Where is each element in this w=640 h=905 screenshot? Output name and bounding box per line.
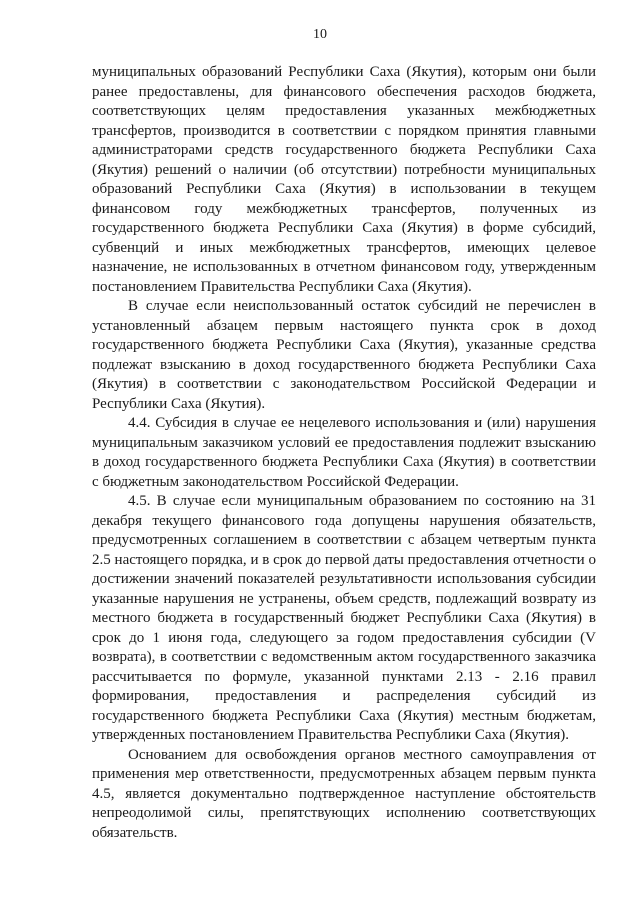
page-number: 10 bbox=[313, 27, 327, 42]
paragraph-unused-subsidy-balance: В случае если неиспользованный остаток субсидий не перечислен в установленный абзацем первым настоящего пункта срок в доход государственного бюджета Республики Саха (Якутия), указанные средства подлежат взысканию в доход государственного бюджета Республики Саха (Якутия) в соответствии с законодательством Российской Федерации и Республики Саха (Якутия). bbox=[92, 298, 596, 412]
paragraph-force-majeure: Основанием для освобождения органов местного самоуправления от применения мер ответственности, предусмотренных абзацем первым пункта 4.5, является документально подтвержденное наступление обстоятельств непреодолимой силы, препятствующих исполнению соответствующих обязательств. bbox=[92, 746, 596, 841]
document-body bbox=[92, 63, 596, 843]
paragraph-4-5: 4.5. В случае если муниципальным образованием по состоянию на 31 декабря текущего финансового года допущены нарушения обязательств, предусмотренных соглашением в соответствии с абзацем четвертым пункта 2.5 настоящего порядка, и в срок до первой даты предоставления отчетности о достижении значений показателей результативности использования субсидии указанные нарушения не устранены, объем средств, подлежащий возврату из местного бюджета в государственный бюджет Республики Саха (Якутия) в срок до 1 июня года, следующего за годом предоставления субсидии (V возврата), в соответствии с ведомственным актом государственного заказчика рассчитывается по формуле, указанной пунктами 2.13 - 2.16 правил формирования, предоставления и распределения субсидий из государственного бюджета Республики Саха (Якутия) местным бюджетам, утвержденных постановлением Правительства Республики Саха (Якутия). bbox=[92, 493, 596, 743]
paragraph-4-4: 4.4. Субсидия в случае ее нецелевого использования и (или) нарушения муниципальным заказчиком условий ее предоставления подлежит взысканию в доход государственного бюджета Республики Саха (Якутия) в соответствии с бюджетным законодательством Российской Федерации. bbox=[92, 415, 596, 490]
paragraph-continuation: муниципальных образований Республики Саха (Якутия), которым они были ранее предоставлены, для финансового обеспечения расходов бюджета, соответствующих целям предоставления указанных межбюджетных трансфертов, производится в соответствии с порядком принятия главными администраторами средств государственного бюджета Республики Саха (Якутия) решений о наличии (об отсутствии) потребности муниципальных образований Республики Саха (Якутия) в использовании в текущем финансовом году межбюджетных трансфертов, полученных из государственного бюджета Республики Саха (Якутия) в форме субсидий, субвенций и иных межбюджетных трансфертов, имеющих целевое назначение, не использованных в отчетном финансовом году, утвержденным постановлением Правительства Республики Саха (Якутия). bbox=[92, 64, 596, 295]
